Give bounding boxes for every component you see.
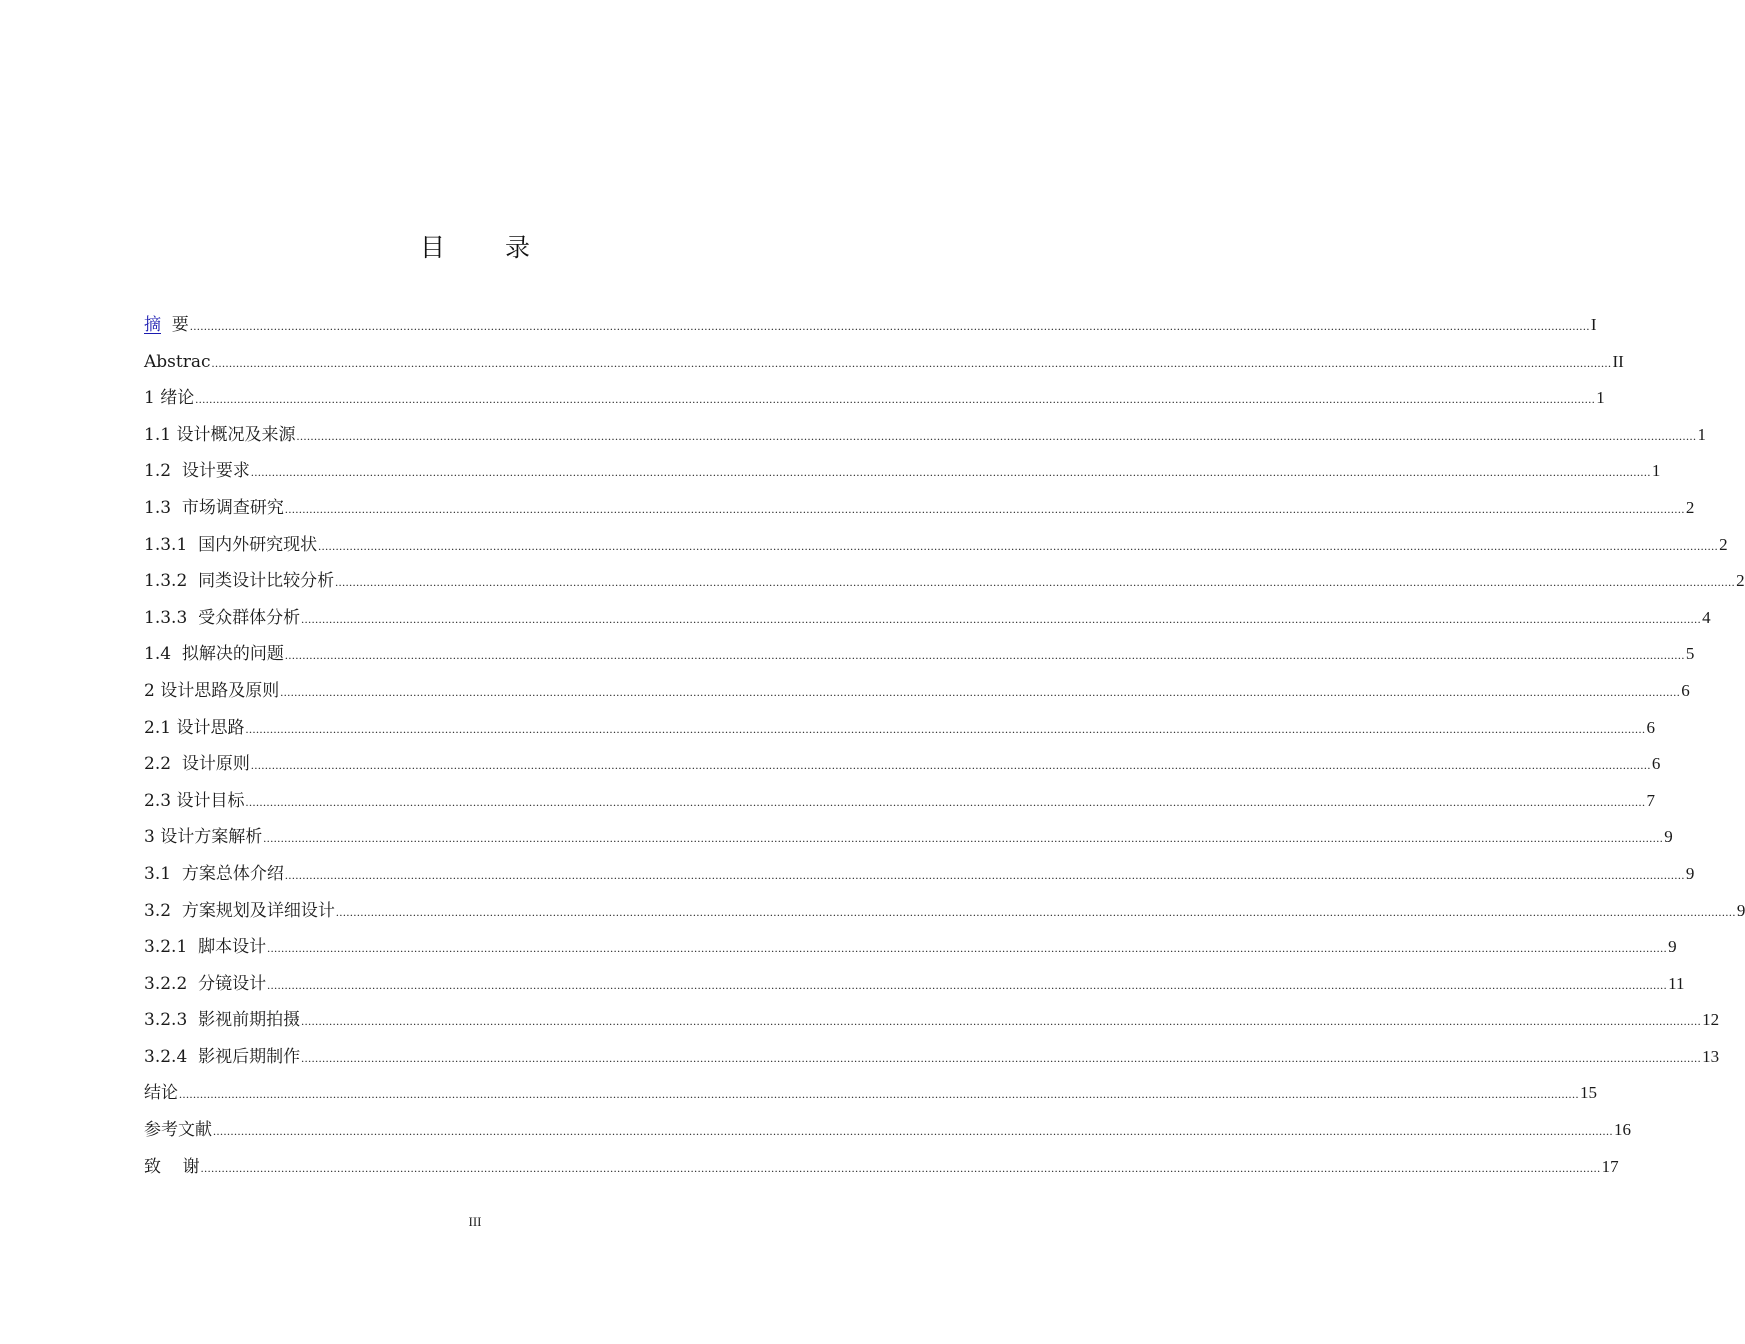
toc-page-number: II bbox=[1612, 351, 1624, 371]
toc-entry[interactable] bbox=[144, 749, 1661, 786]
toc-entry-label: 3.2.1 脚本设计 bbox=[144, 937, 267, 958]
toc-page-number: 16 bbox=[1614, 1120, 1631, 1140]
toc-page-number: 5 bbox=[1685, 644, 1695, 664]
toc-page-number: 17 bbox=[1601, 1156, 1619, 1176]
toc-entry[interactable] bbox=[144, 566, 1745, 603]
toc-entry[interactable] bbox=[144, 676, 1690, 713]
toc-entry[interactable] bbox=[144, 603, 1711, 640]
toc-page-number: 1 bbox=[1697, 424, 1706, 444]
toc-page-number: 11 bbox=[1668, 973, 1685, 993]
toc-leader-dots: ................................................................................................................................................................................................................................................................................................................................................................................................................ bbox=[284, 501, 1685, 516]
table-of-contents bbox=[144, 310, 1745, 1188]
toc-entry-label: Abstrac bbox=[144, 351, 211, 372]
toc-page-number: 12 bbox=[1702, 1010, 1720, 1030]
toc-leader-dots: ................................................................................................................................................................................................................................................................................................................................................................................................................ bbox=[301, 1050, 1702, 1065]
toc-entry[interactable] bbox=[144, 822, 1673, 859]
toc-entry-label: 致 谢 bbox=[144, 1156, 200, 1177]
toc-entry-label: 1.3.2 同类设计比较分析 bbox=[144, 571, 335, 592]
toc-page-number: 9 bbox=[1664, 827, 1673, 847]
toc-leader-dots: ................................................................................................................................................................................................................................................................................................................................................................................................................ bbox=[263, 831, 1664, 846]
toc-leader-dots: ................................................................................................................................................................................................................................................................................................................................................................................................................ bbox=[280, 684, 1681, 699]
toc-entry-label: 1.4 拟解决的问题 bbox=[144, 644, 284, 665]
toc-page-number: 1 bbox=[1651, 461, 1661, 481]
toc-entry[interactable] bbox=[144, 969, 1685, 1006]
toc-entry-link[interactable]: 摘 bbox=[144, 315, 161, 335]
toc-leader-dots: ................................................................................................................................................................................................................................................................................................................................................................................................................ bbox=[245, 794, 1646, 809]
toc-leader-dots: ................................................................................................................................................................................................................................................................................................................................................................................................................ bbox=[245, 721, 1646, 736]
toc-entry[interactable] bbox=[144, 420, 1706, 457]
toc-leader-dots: ................................................................................................................................................................................................................................................................................................................................................................................................................ bbox=[318, 538, 1719, 553]
toc-leader-dots: ................................................................................................................................................................................................................................................................................................................................................................................................................ bbox=[284, 867, 1685, 882]
toc-page-number: 9 bbox=[1736, 900, 1745, 920]
toc-entry[interactable] bbox=[144, 1042, 1720, 1079]
toc-entry[interactable] bbox=[144, 932, 1677, 969]
toc-leader-dots: ................................................................................................................................................................................................................................................................................................................................................................................................................ bbox=[267, 941, 1668, 956]
toc-leader-dots: ................................................................................................................................................................................................................................................................................................................................................................................................................ bbox=[284, 648, 1685, 663]
toc-page-number: 9 bbox=[1668, 937, 1677, 957]
toc-entry-label: 结论 bbox=[144, 1083, 178, 1104]
toc-leader-dots: ................................................................................................................................................................................................................................................................................................................................................................................................................ bbox=[335, 904, 1736, 919]
toc-entry[interactable] bbox=[144, 493, 1695, 530]
toc-entry[interactable] bbox=[144, 456, 1661, 493]
toc-entry-label: 3.1 方案总体介绍 bbox=[144, 863, 284, 884]
toc-entry-label: 3 设计方案解析 bbox=[144, 827, 263, 848]
toc-entry-label: 2.1 设计思路 bbox=[144, 717, 245, 738]
toc-leader-dots: ................................................................................................................................................................................................................................................................................................................................................................................................................ bbox=[335, 575, 1736, 590]
toc-leader-dots: ................................................................................................................................................................................................................................................................................................................................................................................................................ bbox=[179, 1087, 1579, 1102]
toc-page-number: 2 bbox=[1736, 571, 1745, 591]
toc-entry[interactable] bbox=[144, 1115, 1631, 1152]
toc-entry[interactable] bbox=[144, 347, 1624, 384]
toc-page-number: 1 bbox=[1596, 388, 1605, 408]
toc-entry-label: 3.2.3 影视前期拍摄 bbox=[144, 1010, 301, 1031]
toc-entry-label: 1.3 市场调查研究 bbox=[144, 497, 284, 518]
toc-leader-dots: ................................................................................................................................................................................................................................................................................................................................................................................................................ bbox=[250, 758, 1651, 773]
toc-leader-dots: ................................................................................................................................................................................................................................................................................................................................................................................................................ bbox=[211, 355, 1612, 370]
toc-entry-label: 2.3 设计目标 bbox=[144, 790, 245, 811]
toc-entry-label-rest: 要 bbox=[161, 315, 189, 335]
toc-entry[interactable] bbox=[144, 713, 1655, 750]
toc-page-number: 7 bbox=[1646, 790, 1655, 810]
toc-leader-dots: ................................................................................................................................................................................................................................................................................................................................................................................................................ bbox=[200, 1160, 1601, 1175]
toc-page-number: 9 bbox=[1685, 863, 1695, 883]
toc-leader-dots: ................................................................................................................................................................................................................................................................................................................................................................................................................ bbox=[267, 977, 1668, 992]
toc-leader-dots: ................................................................................................................................................................................................................................................................................................................................................................................................................ bbox=[301, 1014, 1702, 1029]
toc-title: 目 录 bbox=[420, 233, 556, 262]
toc-entry-label: 1.3.1 国内外研究现状 bbox=[144, 534, 318, 555]
toc-entry[interactable] bbox=[144, 530, 1728, 567]
toc-entry-label: 3.2.2 分镜设计 bbox=[144, 973, 267, 994]
toc-entry[interactable] bbox=[144, 859, 1695, 896]
toc-entry[interactable] bbox=[144, 1152, 1619, 1189]
toc-entry[interactable] bbox=[144, 310, 1597, 347]
toc-entry-label: 1 绪论 bbox=[144, 388, 195, 409]
toc-entry[interactable] bbox=[144, 896, 1745, 933]
toc-page-number: 2 bbox=[1719, 534, 1728, 554]
toc-leader-dots: ................................................................................................................................................................................................................................................................................................................................................................................................................ bbox=[213, 1124, 1613, 1139]
toc-entry-label: 3.2.4 影视后期制作 bbox=[144, 1046, 301, 1067]
toc-page-number: 15 bbox=[1580, 1083, 1597, 1103]
toc-entry-label: 1.1 设计概况及来源 bbox=[144, 424, 296, 445]
toc-entry[interactable] bbox=[144, 383, 1605, 420]
toc-entry[interactable] bbox=[144, 1078, 1597, 1115]
toc-leader-dots: ................................................................................................................................................................................................................................................................................................................................................................................................................ bbox=[301, 611, 1702, 626]
toc-page-number: 6 bbox=[1681, 680, 1690, 700]
toc-entry-label: 参考文献 bbox=[144, 1120, 212, 1141]
page-number-footer: III bbox=[468, 1214, 482, 1229]
toc-page-number: 4 bbox=[1702, 607, 1711, 627]
toc-entry-label[interactable] bbox=[144, 310, 189, 340]
toc-entry[interactable] bbox=[144, 786, 1655, 823]
toc-leader-dots: ................................................................................................................................................................................................................................................................................................................................................................................................................ bbox=[195, 392, 1596, 407]
toc-entry-label: 1.3.3 受众群体分析 bbox=[144, 607, 301, 628]
toc-leader-dots: ................................................................................................................................................................................................................................................................................................................................................................................................................ bbox=[189, 319, 1590, 333]
toc-entry-label: 2 设计思路及原则 bbox=[144, 680, 280, 701]
toc-leader-dots: ................................................................................................................................................................................................................................................................................................................................................................................................................ bbox=[250, 465, 1651, 480]
toc-page-number: 13 bbox=[1702, 1046, 1720, 1066]
toc-page-number: 2 bbox=[1685, 497, 1695, 517]
toc-entry[interactable] bbox=[144, 639, 1695, 676]
toc-page-number: I bbox=[1590, 315, 1597, 334]
toc-entry[interactable] bbox=[144, 1005, 1720, 1042]
toc-entry-label: 2.2 设计原则 bbox=[144, 754, 250, 775]
toc-page-number: 6 bbox=[1651, 754, 1661, 774]
toc-page-number: 6 bbox=[1646, 717, 1655, 737]
toc-entry-label: 3.2 方案规划及详细设计 bbox=[144, 900, 335, 921]
toc-leader-dots: ................................................................................................................................................................................................................................................................................................................................................................................................................ bbox=[296, 428, 1697, 443]
toc-entry-label: 1.2 设计要求 bbox=[144, 461, 250, 482]
